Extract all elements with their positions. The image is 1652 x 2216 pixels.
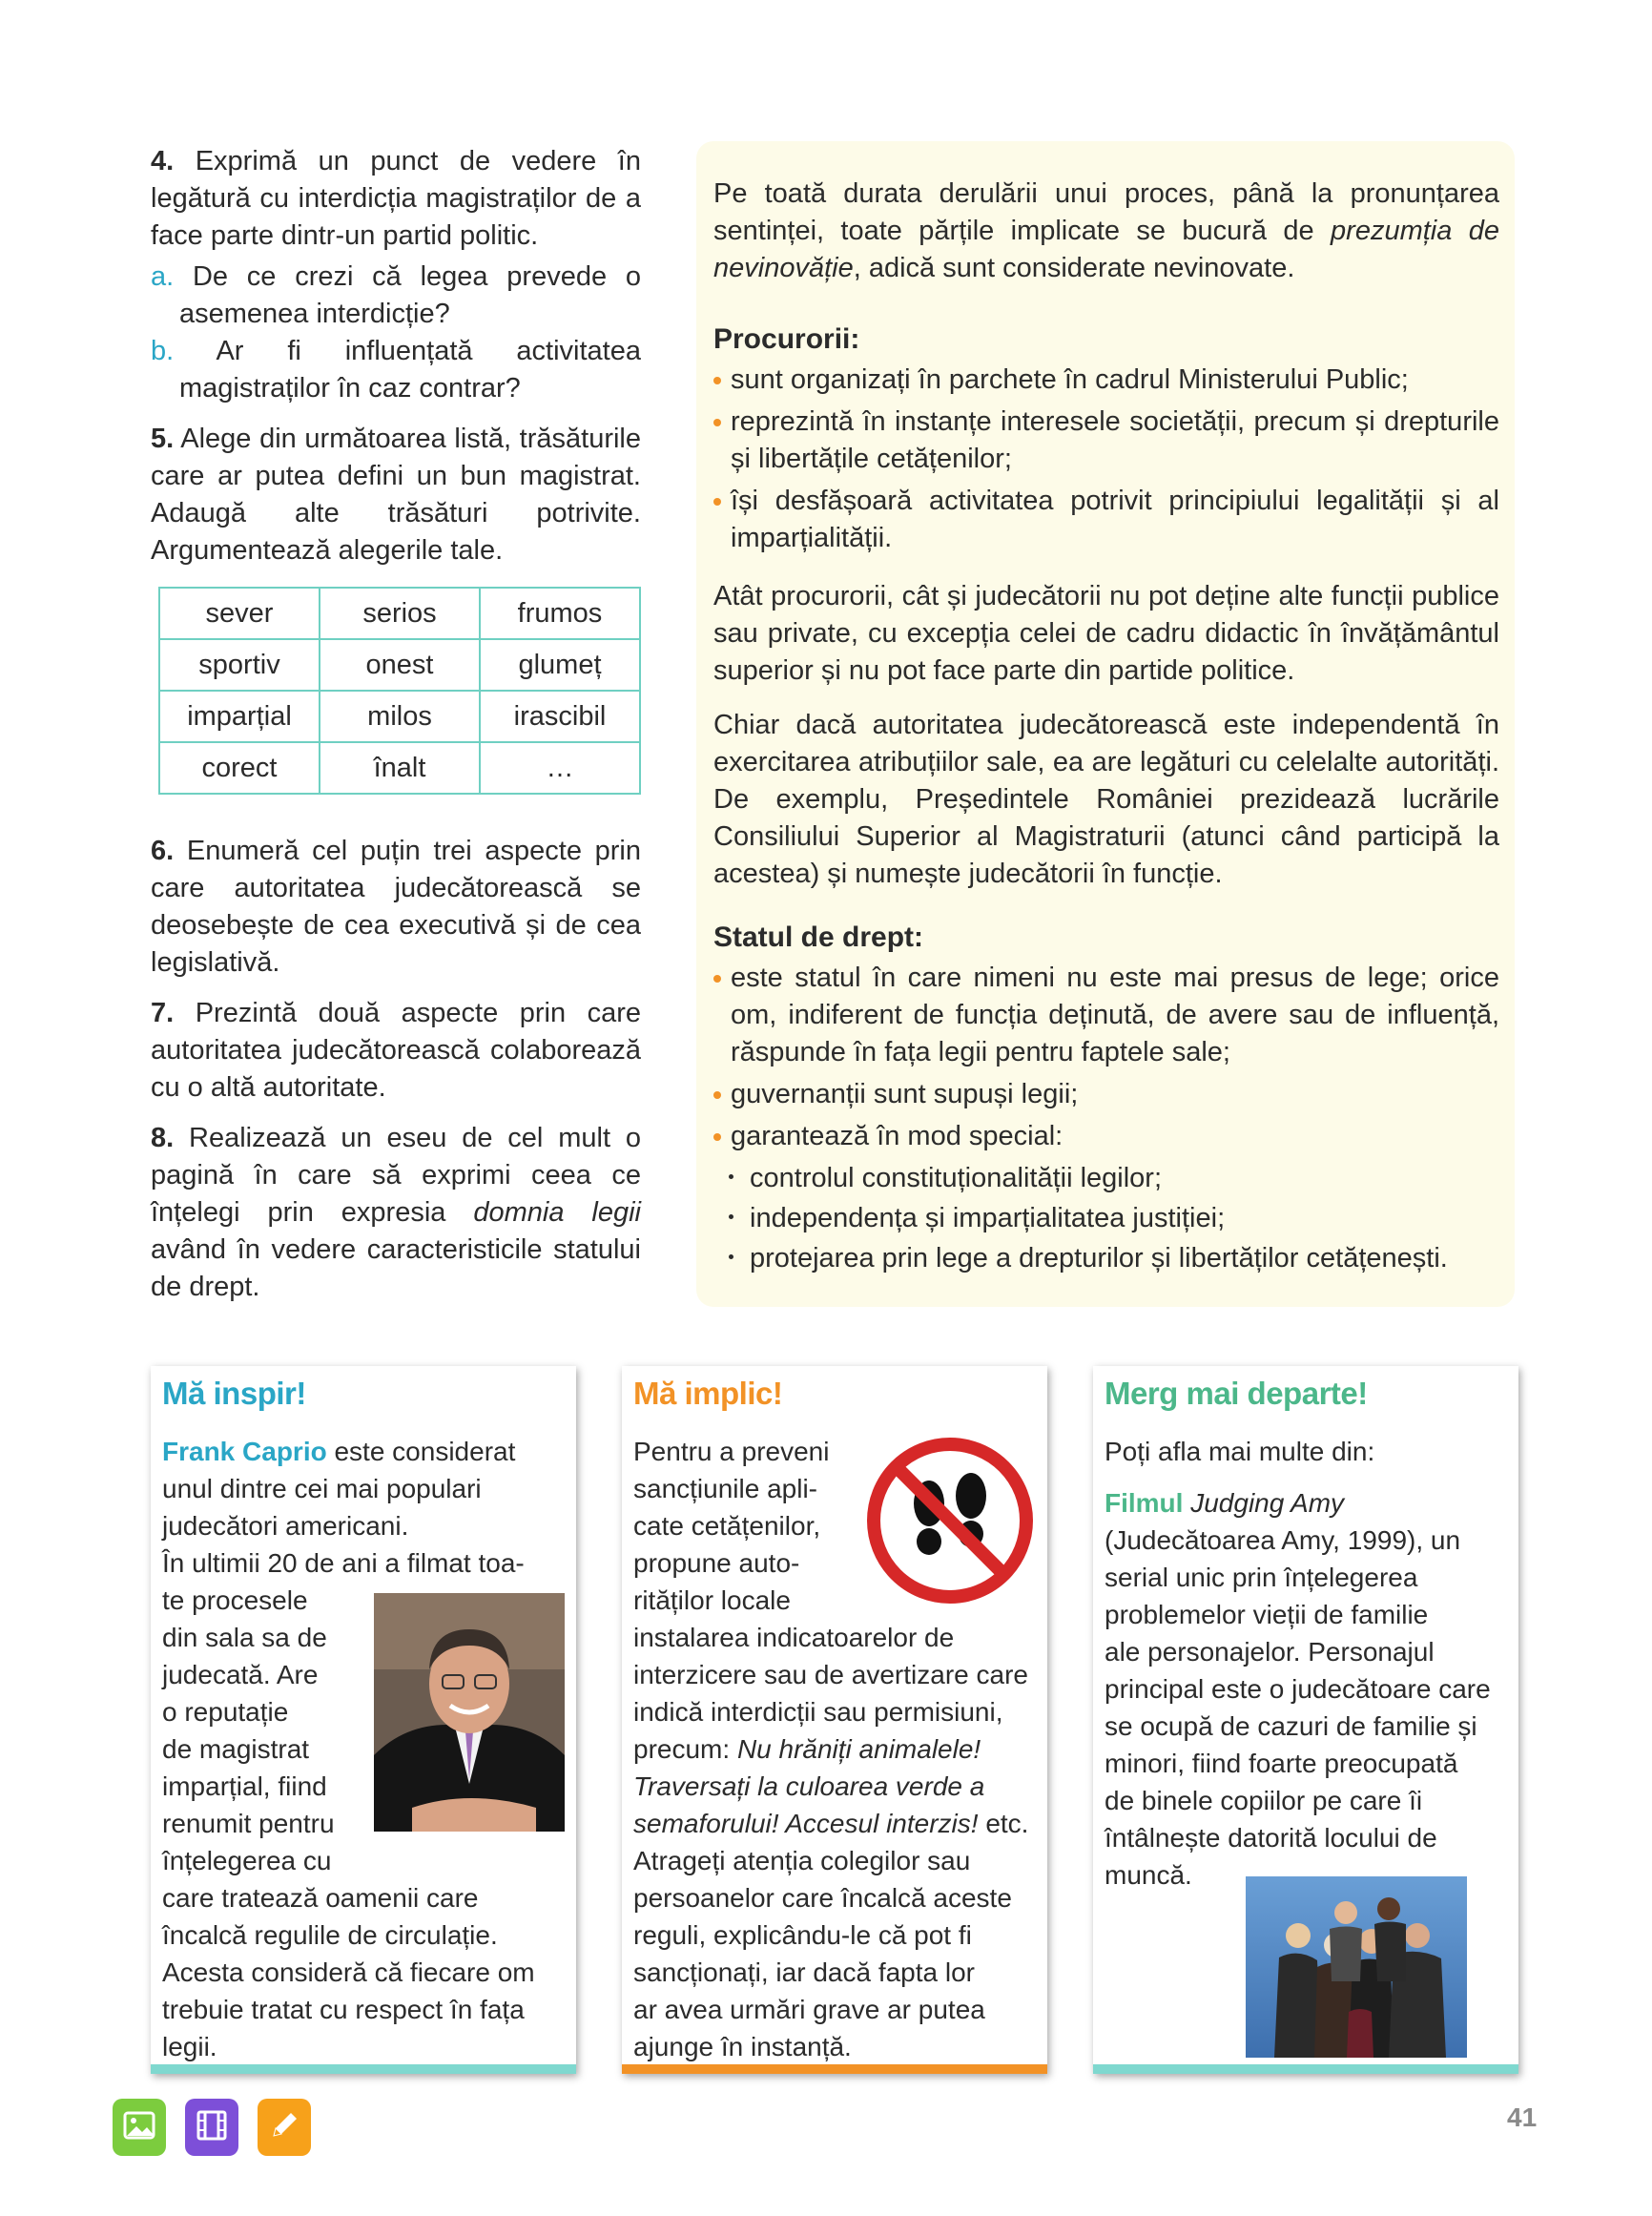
info-panel [696, 141, 1515, 1307]
text-line: principal este o judecătoare care [1105, 1674, 1491, 1704]
text-line [633, 1768, 1043, 1805]
text-line: o reputație [162, 1697, 289, 1727]
sub-list-item: independența și imparțialitatea justiției; [725, 1200, 1499, 1237]
question-number: 5. [151, 424, 175, 454]
traits-table [158, 587, 641, 795]
sub-text: De ce crezi că legea prevede o asemenea interdicție? [174, 261, 641, 329]
question-text: având în vedere caracteristicile statului de drept. [151, 1234, 641, 1302]
table-cell: … [480, 742, 640, 794]
text-line: legii. [162, 2032, 217, 2061]
text-line: încalcă regulile de circulație. [162, 1920, 498, 1950]
table-cell: milos [320, 691, 480, 742]
table-row [159, 691, 640, 742]
text-line: ar avea urmări grave ar putea [633, 1995, 985, 2024]
question-text: Alege din următoarea listă, trăsăturile care ar putea defini un bun magistrat. Adaugă alte trăsături potrivite. Argumentează alegerile tale. [151, 424, 641, 566]
text-line: persoanelor care încalcă aceste [633, 1883, 1012, 1913]
text-line: întâlnește datorită locului de [1105, 1823, 1437, 1853]
text-line: interzicere sau de avertizare care [633, 1660, 1028, 1689]
text-line: indică interdicții sau permisiuni, [633, 1697, 1003, 1727]
text-line: Pentru a preveni [633, 1437, 830, 1466]
question-7 [151, 995, 641, 1107]
question-text: Exprimă un punct de vedere în legătură cu interdicția magistraților de a face parte dintr-un partid politic. [151, 146, 641, 251]
text-line: propune auto- [633, 1548, 800, 1578]
exercise-button[interactable] [258, 2099, 311, 2156]
inspire-box [151, 1366, 576, 2074]
box-text [1105, 1433, 1515, 1894]
relations-paragraph: Chiar dacă autoritatea judecătorească este independentă în exercitarea atribuțiilor sale, ea are legături cu celelalte autorități. De exemplu, Președintele României prezidează lucrările Consiliului Superior al Magistraturii (atunci când participă la acestea) și numește judecătorii în funcție. [713, 710, 1499, 889]
list-item: garantează în mod special: [713, 1118, 1499, 1155]
text-line: Poți afla mai multe din: [1105, 1437, 1375, 1466]
question-4b [151, 333, 641, 407]
question-number: 6. [151, 836, 175, 866]
text-line: rităților locale [633, 1585, 791, 1615]
table-cell: serios [320, 588, 480, 639]
text-line: reguli, explicându-le că pot fi [633, 1920, 972, 1950]
question-text: Prezintă două aspecte prin care autoritatea judecătorească colaborează cu o altă autoritate. [151, 998, 641, 1103]
table-cell: corect [159, 742, 320, 794]
text-line: (Judecătoarea Amy, 1999), un [1105, 1525, 1461, 1555]
text-line: te procesele [162, 1585, 308, 1615]
sub-label: b. [151, 336, 175, 366]
question-8 [151, 1120, 641, 1306]
text-line: În ultimii 20 de ani a filmat toa- [162, 1548, 525, 1578]
list-item: guvernanții sunt supuși legii; [713, 1076, 1499, 1113]
table-cell: sportiv [159, 639, 320, 691]
cast-photo [1246, 1876, 1467, 2058]
text-line [633, 1805, 1043, 1842]
box-title: Mă inspir! [162, 1376, 306, 1411]
page-number: 41 [1507, 2102, 1538, 2132]
table-cell: imparțial [159, 691, 320, 742]
text-line [162, 1433, 572, 1470]
box-text-bottom [162, 1879, 572, 2065]
image-gallery-button[interactable] [113, 2099, 166, 2156]
text-line: care tratează oamenii care [162, 1883, 479, 1913]
statul-heading: Statul de drept: [713, 922, 924, 953]
film-label: Filmul [1105, 1488, 1184, 1518]
film-icon [196, 2109, 228, 2146]
table-cell: frumos [480, 588, 640, 639]
sub-list-item: protejarea prin lege a drepturilor și libertăților cetățenești. [725, 1240, 1499, 1277]
video-button[interactable] [185, 2099, 238, 2156]
table-row [159, 588, 640, 639]
pencil-icon [268, 2109, 300, 2146]
question-4a [151, 259, 641, 333]
question-text: Enumeră cel puțin trei aspecte prin care autoritatea judecătorească se deosebește de cea executivă și de cea legislativă. [151, 836, 641, 978]
text-line: judecată. Are [162, 1660, 319, 1689]
paragraph-text: Pe toată durata derulării unui proces, până la pronunțarea sentinței, toate părțile implicate se bucură de [713, 178, 1499, 246]
question-text: Realizează un eseu de cel mult o pagină în care să exprimi ceea ce înțelegi prin expresia [151, 1123, 641, 1228]
text-line: judecători americani. [162, 1511, 409, 1541]
left-column [151, 143, 641, 1319]
list-item: sunt organizați în parchete în cadrul Ministerului Public; [713, 362, 1499, 399]
text-fragment: precum: [633, 1734, 737, 1764]
text-line: de magistrat [162, 1734, 310, 1764]
sub-list-item: controlul constituționalității legilor; [725, 1160, 1499, 1197]
table-cell: irascibil [480, 691, 640, 742]
text-line: de binele copiilor pe care îi [1105, 1786, 1423, 1815]
emphasis-text: semaforului! Accesul interzis! [633, 1809, 979, 1838]
sub-text: Ar fi influențată activitatea magistraților în caz contrar? [174, 336, 641, 404]
text-line: ale personajelor. Personajul [1105, 1637, 1435, 1667]
table-row [159, 639, 640, 691]
text-line: serial unic prin înțelegerea [1105, 1563, 1418, 1592]
text-fragment: este considerat [326, 1437, 516, 1466]
no-pedestrians-sign-icon [866, 1437, 1034, 1605]
question-4 [151, 143, 641, 255]
text-line: înțelegerea cu [162, 1846, 332, 1875]
emphasis-text: domnia legii [473, 1197, 641, 1228]
box-accent-bar [622, 2064, 1047, 2074]
list-item: reprezintă în instanțe interesele societății, precum și drepturile și libertățile cetățenilor; [713, 404, 1499, 478]
text-line: problemelor vieții de familie [1105, 1600, 1429, 1629]
sub-label: a. [151, 261, 175, 292]
procurori-heading: Procurorii: [713, 323, 860, 355]
text-fragment: etc. [978, 1809, 1029, 1838]
presumption-paragraph [713, 176, 1499, 287]
judge-photo [374, 1593, 565, 1832]
box-accent-bar [1093, 2064, 1518, 2074]
image-icon [123, 2111, 155, 2144]
table-cell: sever [159, 588, 320, 639]
text-line: trebuie tratat cu respect în fața [162, 1995, 525, 2024]
emphasis-text: prezumția de nevinovăție [713, 216, 1499, 283]
box-text-side [633, 1433, 862, 1619]
question-6 [151, 833, 641, 982]
emphasis-text: Nu hrăniți animalele! [736, 1734, 981, 1764]
box-text-side [162, 1582, 372, 1879]
text-line: ajunge în instanță. [633, 2032, 852, 2061]
text-line: sancțiunile apli- [633, 1474, 817, 1503]
text-line: instalarea indicatoarelor de [633, 1623, 955, 1652]
box-title: Mă implic! [633, 1376, 783, 1411]
text-line: renumit pentru [162, 1809, 335, 1838]
text-line: se ocupă de cazuri de familie și [1105, 1711, 1477, 1741]
table-cell: onest [320, 639, 480, 691]
emphasis-text: Traversați la culoarea verde a [633, 1771, 985, 1801]
text-line: cate cetățenilor, [633, 1511, 821, 1541]
text-line: din sala sa de [162, 1623, 327, 1652]
question-number: 4. [151, 146, 175, 176]
text-line: minori, fiind foarte preocupată [1105, 1749, 1458, 1778]
paragraph-text: , adică sunt considerate nevinovate. [853, 253, 1295, 283]
table-cell: înalt [320, 742, 480, 794]
text-line: muncă. [1105, 1860, 1192, 1890]
list-item: este statul în care nimeni nu este mai presus de lege; orice om, indiferent de funcția deținută, de avere sau de influență, răspunde în fața legii pentru faptele sale; [713, 960, 1499, 1071]
highlighted-name: Frank Caprio [162, 1437, 327, 1466]
table-row [159, 742, 640, 794]
text-line: sancționați, iar dacă fapta lor [633, 1957, 975, 1987]
functions-paragraph: Atât procurorii, cât și judecătorii nu pot deține alte funcții publice sau private, cu excepția celei de cadru didactic în învățământul superior și nu pot face parte din partide politice. [713, 581, 1499, 686]
list-item: își desfășoară activitatea potrivit principiului legalității și al imparțialității. [713, 483, 1499, 557]
text-line: unul dintre cei mai populari [162, 1474, 482, 1503]
question-number: 8. [151, 1123, 175, 1153]
text-line: Acesta consideră că fiecare om [162, 1957, 535, 1987]
text-line: Atrageți atenția colegilor sau [633, 1846, 971, 1875]
text-line: imparțial, fiind [162, 1771, 327, 1801]
box-text-main [633, 1619, 1043, 2065]
text-line [1105, 1484, 1515, 1522]
go-further-box [1093, 1366, 1518, 2074]
question-5 [151, 421, 641, 570]
involve-box [622, 1366, 1047, 2074]
table-cell: glumeț [480, 639, 640, 691]
box-text-top [162, 1433, 572, 1582]
film-title: Judging Amy [1183, 1488, 1345, 1518]
text-line [633, 1730, 1043, 1768]
box-title: Merg mai departe! [1105, 1376, 1368, 1411]
question-number: 7. [151, 998, 175, 1028]
box-accent-bar [151, 2064, 576, 2074]
